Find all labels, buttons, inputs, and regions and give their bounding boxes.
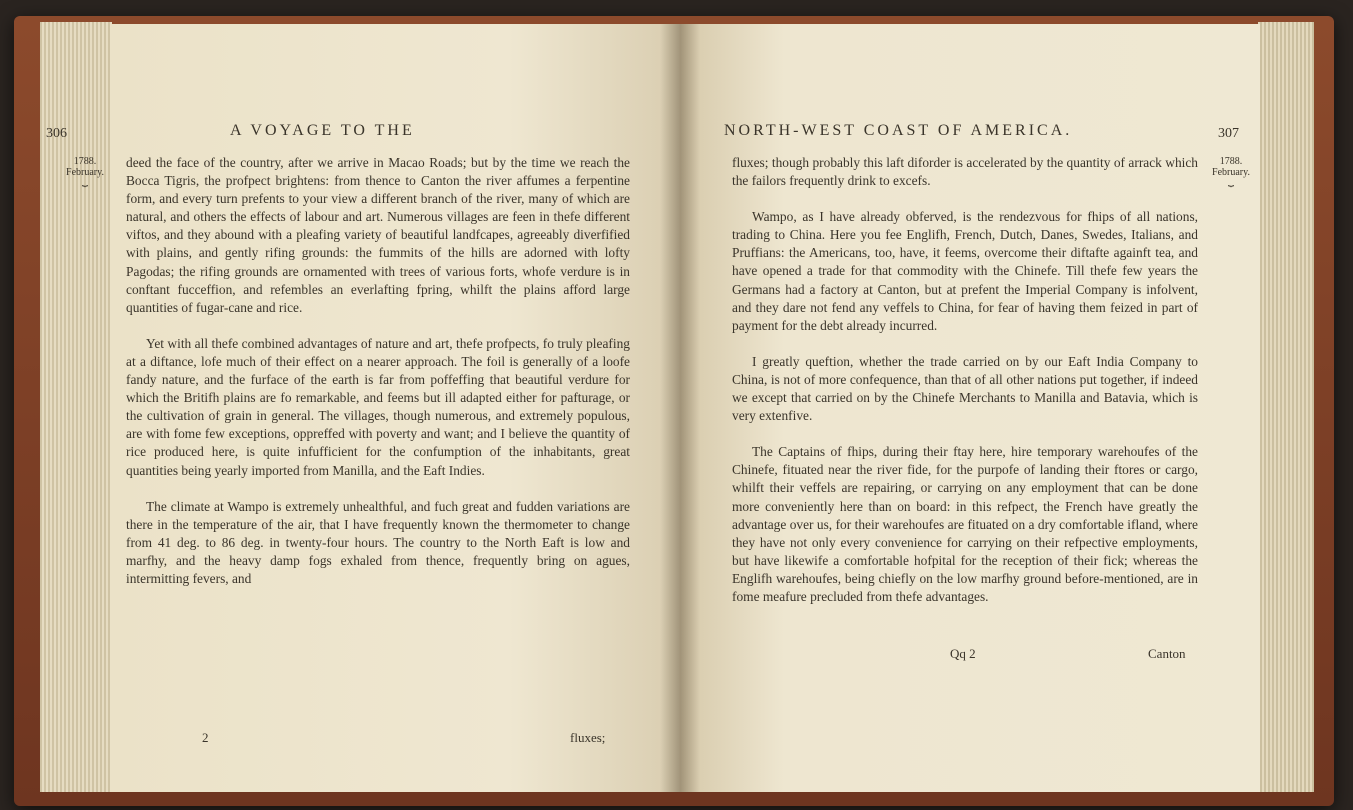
paragraph: I greatly queftion, whether the trade carried on by our Eaft India Company to China, is not of more confequence, than that of all other nations put together, if indeed we except that carried on by the Chinefe Merchants to Manilla and Batavia, which is very extenfive. (732, 353, 1198, 424)
margin-year: 1788. (1219, 156, 1243, 167)
paragraph: The climate at Wampo is extremely unhealthful, and fuch great and fudden variations are there in the temperature of the air, that I have frequently known the thermometer to change from 41 deg. to 86 deg. in twenty-four hours. The country to the North Eaft is low and marfhy, and the heavy damp fogs exhaled from thence, frequently bring on agues, intermitting fevers, and (126, 498, 630, 586)
margin-date (66, 156, 104, 186)
page-edges-right (1258, 22, 1314, 792)
running-head: A VOYAGE TO THE (230, 122, 415, 139)
margin-date (1208, 156, 1254, 186)
right-body (732, 154, 1198, 606)
catchword: fluxes; (570, 730, 606, 745)
right-page (680, 24, 1260, 792)
margin-month: February. (1212, 167, 1250, 178)
page-number: 306 (46, 126, 67, 141)
book-gutter (660, 24, 700, 792)
margin-month: February. (66, 167, 104, 178)
left-page (46, 24, 680, 792)
brace-icon: ⏟ (82, 176, 88, 187)
paragraph: Yet with all thefe combined advantages of nature and art, thefe profpects, fo truly pleafing at a diftance, lofe much of their effect on a nearer approach. The foil is generally of a loofe fandy nature, and the furface of the earth is far from poffeffing that beautiful verdure for which the Britifh plains are fo remarkable, and feems but ill adapted either for pafturage, or the cultivation of grain in general. The villages, though numerous, and extremely populous, are with fome few exceptions, oppreffed with poverty and want; and I believe the quantity of rice produced here, is quite infufficient for the confumption of the inhabitants, great quantities being yearly imported from Manilla, and the Eaft Indies. (126, 335, 630, 478)
margin-year: 1788. (73, 156, 97, 167)
paragraph: fluxes; though probably this laft diforder is accelerated by the quantity of arrack which the failors frequently drink to excefs. (732, 155, 1198, 189)
signature-mark: Qq 2 (950, 646, 976, 661)
catchword: Canton (1148, 646, 1186, 661)
brace-icon: ⏟ (1228, 176, 1234, 187)
paragraph: The Captains of fhips, during their ftay here, hire temporary warehoufes of the Chinefe, fituated near the river fide, for the purpofe of landing their ftores or cargo, whilft their veffels are repairing, or carrying on any employment that can be done more conveniently here than on board: in this refpect, the French have greatly the advantage over us, for their warehoufes are fituated on a dry comfortable ifland, where they have not only every convenience for carrying on their refpective employments, but have likewife a comfortable hofpital for the reception of their fick; whereas the Englifh warehoufes, being chiefly on the low marfhy ground before-mentioned, are in fome meafure precluded from thefe advantages. (732, 444, 1198, 604)
signature-mark: 2 (202, 730, 209, 745)
left-body (126, 154, 630, 588)
page-number: 307 (1218, 126, 1239, 141)
running-head: NORTH-WEST COAST OF AMERICA. (724, 122, 1073, 139)
paragraph: Wampo, as I have already obferved, is the rendezvous for fhips of all nations, trading to China. Here you fee Englifh, French, Dutch, Danes, Swedes, Italians, and Pruffians: the Americans, too, have, it feems, overcome their diftafte againft tea, and have opened a trade for that commodity with the Chinefe. Till thefe few years the Germans had a factory at Canton, but at prefent the Imperial Company is infolvent, and they dare not fend any veffels to China, for fear of having them feized in part of payment for the debt already incurred. (732, 209, 1198, 333)
paragraph: deed the face of the country, after we arrive in Macao Roads; but by the time we reach the Bocca Tigris, the profpect brightens: from thence to Canton the river affumes a ferpentine form, and every turn prefents to your view a different branch of the river, many of which are natural, and others the effects of labour and art. Numerous villages are feen in thefe different viftos, and they abound with a pleafing variety of beautiful landfcapes, agreeably diverfified with plains, and gently rifing grounds: the fummits of the hills are adorned with lofty Pagodas; the rifing grounds are ornamented with trees of various forts, whofe verdure is in conftant fucceffion, and refembles an everlafting fpring, whilft the plains afford large quantities of fugar-cane and rice. (126, 155, 630, 315)
